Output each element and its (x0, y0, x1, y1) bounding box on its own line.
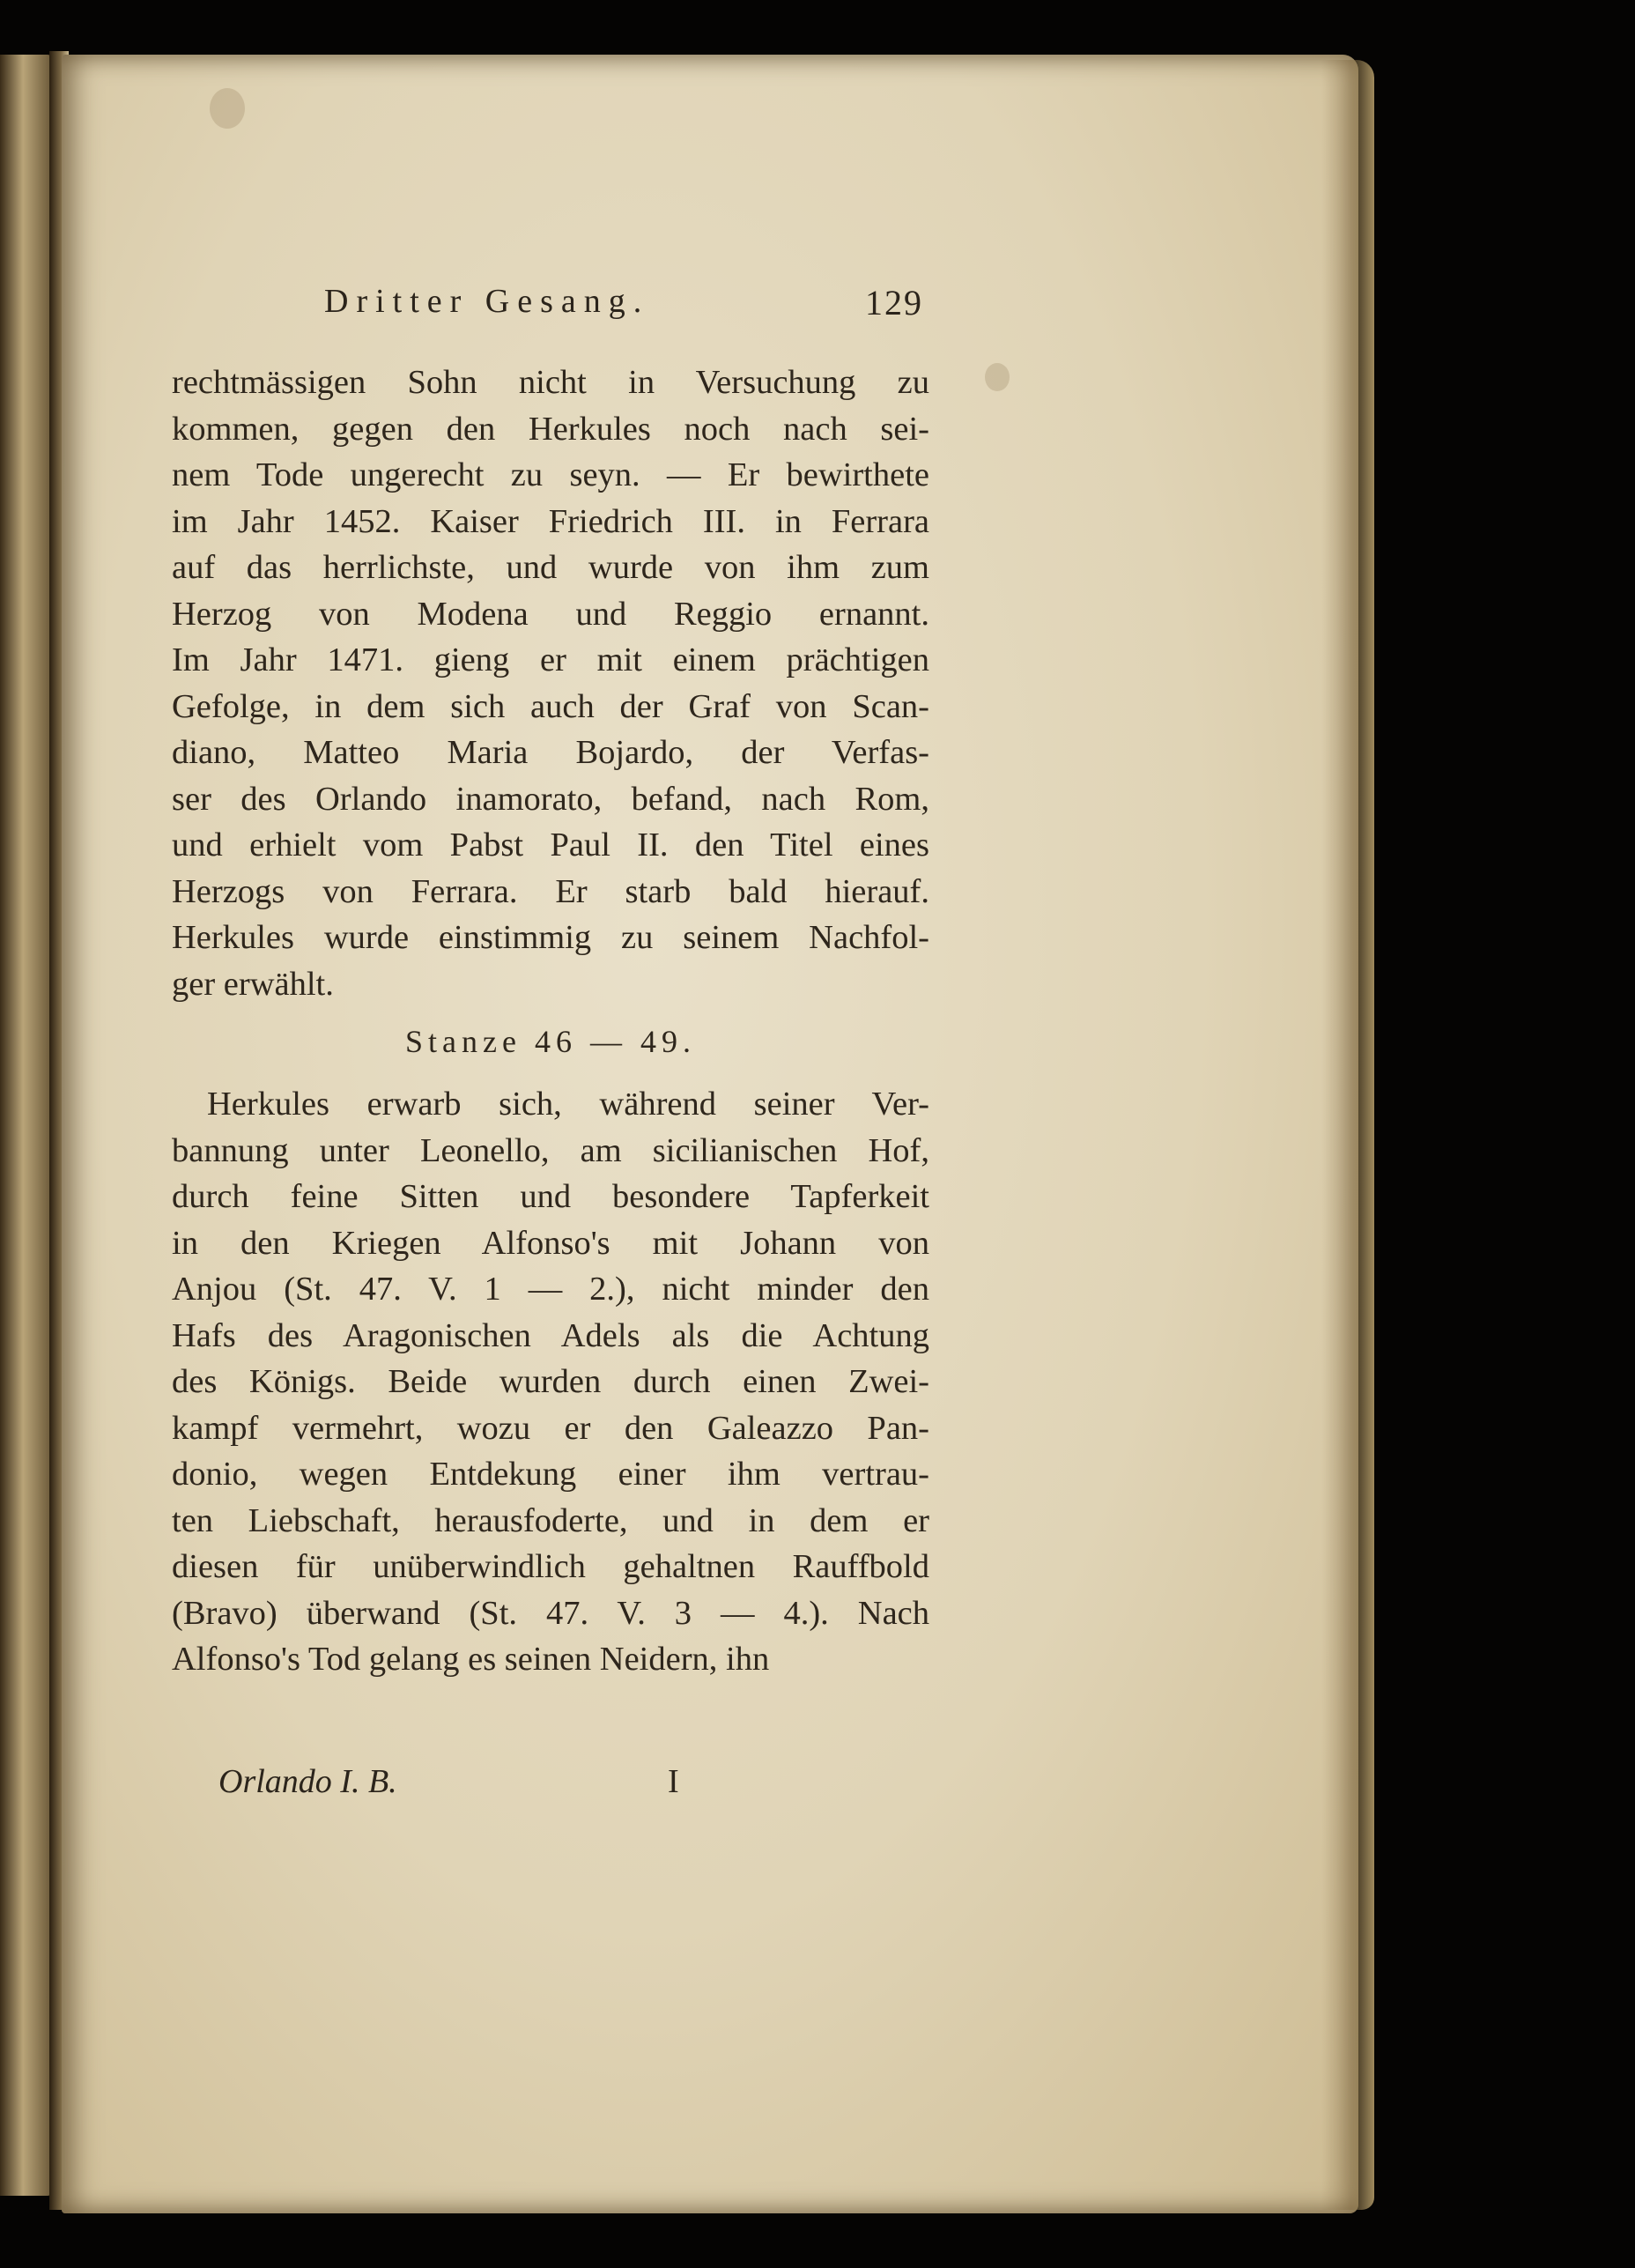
text-line: Im Jahr 1471. gieng er mit einem prächtigen (172, 641, 929, 678)
text-line: Herzogs von Ferrara. Er starb bald hierauf. (172, 872, 929, 910)
left-page-edge (0, 55, 51, 2196)
text-line: bannung unter Leonello, am sicilianischen Hof, (172, 1131, 929, 1169)
text-line: rechtmässigen Sohn nicht in Versuchung zu (172, 364, 929, 401)
text-line: in den Kriegen Alfonso's mit Johann von (172, 1224, 929, 1262)
page-fore-edge (1321, 60, 1374, 2210)
text-line: nem Tode ungerecht zu seyn. — Er bewirthete (172, 456, 929, 493)
text-line: kampf vermehrt, wozu er den Galeazzo Pan- (172, 1409, 929, 1447)
text-line: und erhielt vom Pabst Paul II. den Titel eines (172, 826, 929, 863)
text-line: (Bravo) überwand (St. 47. V. 3 — 4.). Nach (172, 1594, 929, 1632)
text-line: diesen für unüberwindlich gehaltnen Rauffbold (172, 1548, 929, 1585)
foxing-stain (210, 88, 245, 129)
text-line: diano, Matteo Maria Bojardo, der Verfas- (172, 734, 929, 771)
text-line: Herzog von Modena und Reggio ernannt. (172, 595, 929, 633)
signature-number: I (668, 1763, 679, 1800)
text-line: des Königs. Beide wurden durch einen Zwei- (172, 1363, 929, 1400)
running-title: Dritter Gesang. (324, 283, 650, 320)
text-line: Gefolge, in dem sich auch der Graf von Scan- (172, 687, 929, 725)
text-line: durch feine Sitten und besondere Tapferkeit (172, 1178, 929, 1215)
signature-mark-text: Orlando I. B. (218, 1763, 397, 1800)
text-line: Alfonso's Tod gelang es seinen Neidern, ihn (172, 1641, 770, 1678)
text-line: ger erwählt. (172, 965, 334, 1003)
paragraph-2 (172, 1081, 929, 1683)
page-footer (218, 1762, 712, 1815)
page-number: 129 (865, 283, 923, 322)
text-line: kommen, gegen den Herkules noch nach sei- (172, 410, 929, 448)
section-heading: Stanze 46 — 49. (405, 1024, 696, 1059)
text-line: ser des Orlando inamorato, befand, nach Rom, (172, 780, 929, 818)
text-line: im Jahr 1452. Kaiser Friedrich III. in Ferrara (172, 502, 929, 540)
text-line: donio, wegen Entdekung einer ihm vertrau- (172, 1456, 929, 1493)
running-head (324, 282, 923, 331)
foxing-stain (985, 363, 1010, 391)
text-line: Hafs des Aragonischen Adels als die Achtung (172, 1316, 929, 1354)
paragraph-1 (172, 359, 929, 1007)
text-line: Herkules wurde einstimmig zu seinem Nachfol- (172, 919, 929, 956)
text-line: Anjou (St. 47. V. 1 — 2.), nicht minder den (172, 1271, 929, 1308)
text-line: auf das herrlichste, und wurde von ihm zum (172, 549, 929, 586)
body-text (172, 359, 929, 1683)
text-line: Herkules erwarb sich, während seiner Ver- (207, 1086, 929, 1123)
text-line: ten Liebschaft, herausfoderte, und in dem er (172, 1501, 929, 1539)
